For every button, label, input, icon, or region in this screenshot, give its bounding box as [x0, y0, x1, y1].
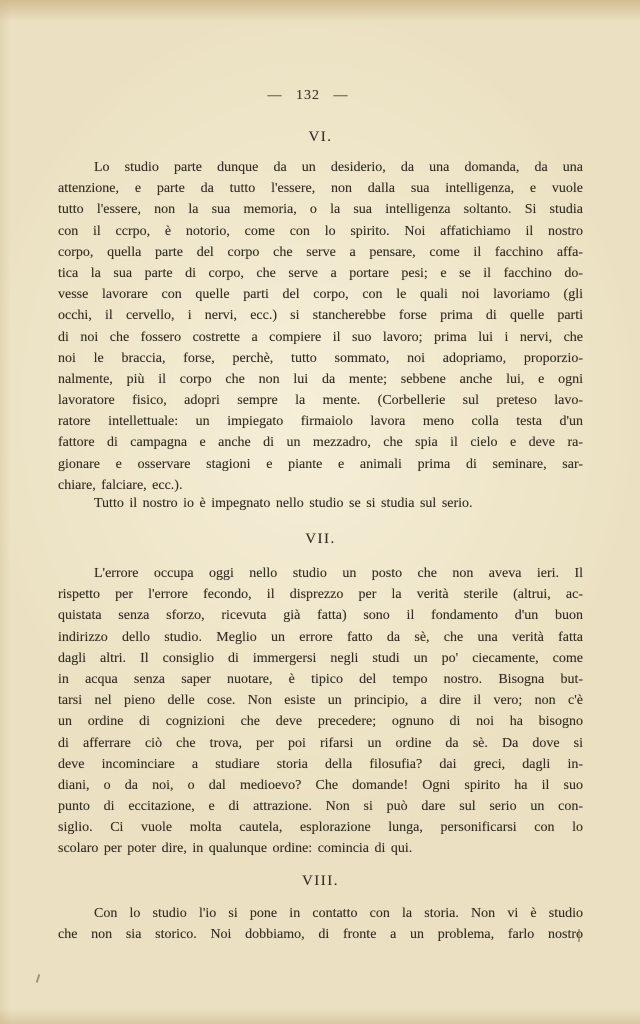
- text-line: nalmente, più il corpo che non lui da mente; sebbene anche lui, e ogni: [58, 371, 583, 387]
- text-line: occhi, il cervello, i nervi, ecc.) si stancherebbe forse prima di quelle parti: [58, 308, 583, 324]
- text-line: rispetto per l'errore fecondo, il disprezzo per la verità sterile (altrui, ac-: [58, 587, 583, 603]
- text-line: lavoratore fisico, adopri sempre la mente. (Corbellerie sul preteso lavo-: [58, 393, 583, 409]
- text-line: con il ccrpo, è notorio, come con lo spirito. Noi affatichiamo il nostro: [58, 223, 583, 239]
- text-line: in acqua senza saper nuotare, è tipico del tempo nostro. Bisogna but-: [58, 671, 583, 687]
- text-line: Lo studio parte dunque da un desiderio, da una domanda, da una: [94, 160, 583, 175]
- text-line: un ordine di cognizioni che deve precedere; ognuno di noi ha bisogno: [58, 714, 583, 730]
- scan-ink-mark: [36, 974, 41, 983]
- text-line: diani, o da noi, o dal medioevo? Che domande! Ogni spirito ha il suo: [58, 777, 583, 793]
- paragraph-vi-closing: [58, 493, 583, 514]
- text-line: corpo, quella parte del corpo che serve a pensare, come il facchino affa-: [58, 244, 583, 260]
- text-line: ratore intellettuale: un impiegato firmaiolo lavora meno colla testa d'un: [58, 414, 583, 430]
- text-line: fattore di campagna e anche di un mezzadro, che spia il cielo e deve ra-: [58, 435, 583, 451]
- paragraph-viii: [58, 903, 583, 945]
- text-line: che non sia storico. Noi dobbiamo, di fronte a un problema, farlo nostro: [58, 927, 583, 943]
- text-line: deve incominciare a studiare storia della filosufia? dai greci, dagli in-: [58, 756, 583, 772]
- paragraph-vii: [58, 563, 583, 860]
- section-heading-vii: VII.: [305, 531, 336, 547]
- scan-edge-mark: [578, 929, 580, 942]
- section-heading-vi: VI.: [308, 129, 333, 145]
- text-line: di noi che fossero costrette a compiere il suo lavoro; prima lui i nervi, che: [58, 329, 583, 345]
- text-line: chiare, falciare, ecc.).: [58, 477, 183, 493]
- text-line: Con lo studio l'io si pone in contatto con la storia. Non vi è studio: [94, 906, 583, 921]
- section-heading-viii: VIII.: [301, 873, 340, 889]
- page-number: — 132 —: [267, 88, 349, 103]
- text-line: L'errore occupa oggi nello studio un posto che non aveva ieri. Il: [94, 566, 583, 581]
- text-line: Tutto il nostro io è impegnato nello studio se si studia sul serio.: [94, 496, 473, 511]
- text-line: di afferrare ciò che trova, per poi rifarsi un ordine da sè. Da dove si: [58, 735, 583, 751]
- paragraph-vi: [58, 157, 583, 496]
- text-line: tica la sua parte di corpo, che serve a portare pesi; e se il facchino do-: [58, 265, 583, 281]
- text-line: vesse lavorare con quelle parti del corpo, con le quali noi lavoriamo (gli: [58, 287, 583, 303]
- text-line: quistata senza sforzo, ricevuta già fatta) sono il fondamento d'un buon: [58, 608, 583, 624]
- text-line: tarsi nel pieno delle cose. Non esiste un principio, a dire il vero; non c'è: [58, 693, 583, 709]
- text-line: punto di eccitazione, e di attrazione. Non si può dare sul serio un con-: [58, 799, 583, 815]
- text-line: tutto l'essere, non la sua memoria, o la sua intelligenza soltanto. Si studia: [58, 202, 583, 218]
- text-line: dagli altri. Il consiglio di immergersi negli studi un po' ciecamente, come: [58, 650, 583, 666]
- text-line: attenzione, e parte da tutto l'essere, non dalla sua intelligenza, e vuole: [58, 181, 583, 197]
- text-line: noi le braccia, forse, perchè, tutto sommato, noi adopriamo, proporzio-: [58, 350, 583, 366]
- text-line: siglio. Ci vuole molta cautela, esplorazione lunga, personificarsi con lo: [58, 820, 583, 836]
- text-line: scolaro per poter dire, in qualunque ordine: comincia di qui.: [58, 841, 413, 857]
- text-line: gionare e osservare stagioni e piante e animali prima di seminare, sar-: [58, 456, 583, 472]
- text-line: indirizzo dello studio. Meglio un errore fatto da sè, che una verità fatta: [58, 629, 583, 645]
